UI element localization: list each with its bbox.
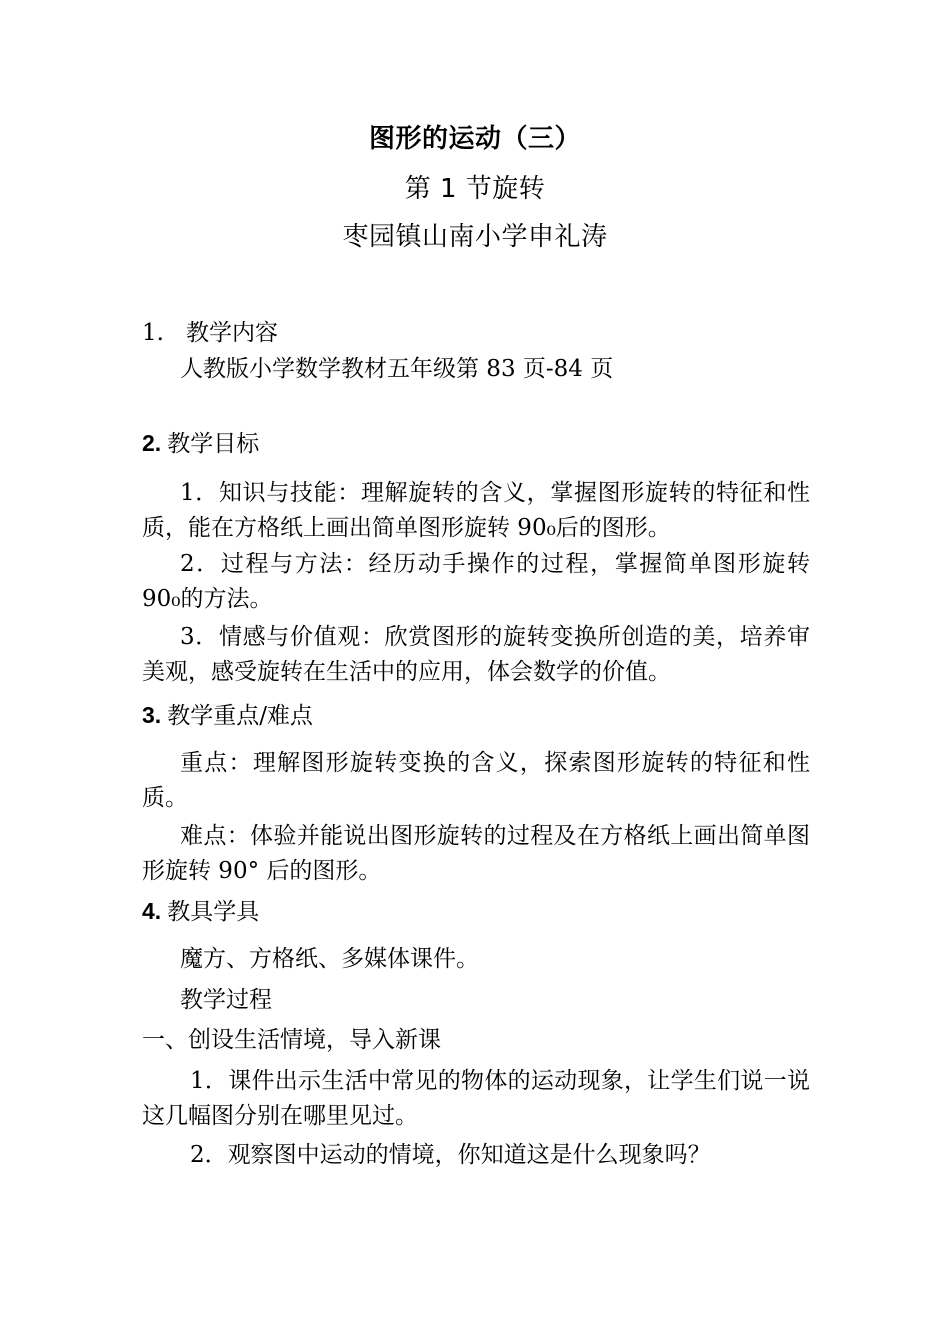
section-heading: 教学目标 — [167, 431, 260, 457]
tools-list: 魔方、方格纸、多媒体课件。 — [180, 946, 479, 972]
goal-process: 2．过程与方法：经历动手操作的过程，掌握简单图形旋转 90₀的方法。 — [142, 551, 810, 612]
author-line: 枣园镇山南小学申礼涛 — [342, 222, 608, 252]
section-2-heading — [142, 428, 810, 459]
section-heading: 教学重点/难点 — [167, 703, 313, 729]
section-4-heading — [142, 896, 810, 927]
document-title: 图形的运动（三） — [368, 124, 581, 154]
section-number: 4. — [142, 898, 162, 924]
goal-knowledge: 1．知识与技能：理解旋转的含义，掌握图形旋转的特征和性质，能在方格纸上画出简单图形旋转 90₀后的图形。 — [142, 480, 810, 541]
section-3-heading — [142, 700, 810, 731]
section-heading: 教具学具 — [167, 899, 260, 925]
goal-emotion: 3．情感与价值观：欣赏图形的旋转变换所创造的美，培养审美观，感受旋转在生活中的应用，体会数学的价值。 — [142, 624, 810, 685]
section-subtitle: 第 1 节旋转 — [404, 174, 546, 204]
process-step-2: 2．观察图中运动的情境，你知道这是什么现象吗？ — [190, 1142, 711, 1168]
section-1-content: 人教版小学数学教材五年级第 83 页-84 页 — [180, 356, 614, 382]
section-number: 1. — [142, 320, 164, 346]
section-number: 3. — [142, 702, 162, 728]
section-heading: 教学内容 — [185, 320, 278, 346]
key-point: 重点：理解图形旋转变换的含义，探索图形旋转的特征和性质。 — [142, 750, 810, 811]
process-step-1: 1．课件出示生活中常见的物体的运动现象，让学生们说一说这几幅图分别在哪里见过。 — [142, 1068, 810, 1129]
difficult-point: 难点：体验并能说出图形旋转的过程及在方格纸上画出简单图形旋转 90° 后的图形。 — [142, 823, 810, 884]
process-part-1: 一、创设生活情境，导入新课 — [142, 1027, 441, 1053]
process-heading: 教学过程 — [180, 987, 272, 1013]
section-1-heading — [142, 318, 810, 348]
section-number: 2. — [142, 430, 162, 456]
